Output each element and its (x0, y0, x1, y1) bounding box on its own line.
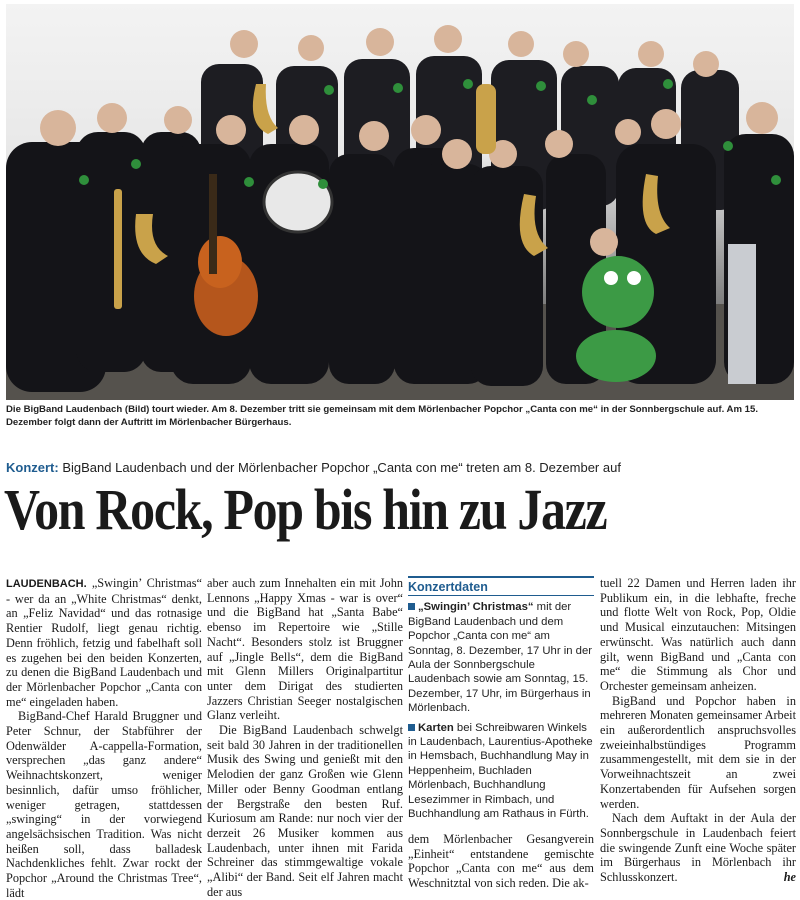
article-paragraph: tuell 22 Damen und Herren laden ihr Publikum ein, in die lebhafte, freche und flotte Welt von Rock, Pop, Oldie und Musical einzutauchen: Mitsingen erwünscht. Was natürlich auch dann gilt, wenn BigBand und „Canta con me“ die Stimmung als Chor und Orchester gemeinsam anheizen. (600, 576, 796, 693)
info-item-label: Karten (418, 721, 454, 734)
kicker-label: Konzert: (6, 460, 59, 475)
info-item-text: mit der BigBand Laudenbach und dem Popchor „Canta con me“ am Sonntag, 8. Dezember, 17 Uhr in der Aula der Sonnbergschule Laudenbach sowie am Sonntag, 15. Dezember, 17 Uhr, im Bürgerhaus in Mörlenbach. (408, 601, 592, 715)
info-box-title: Konzertdaten (408, 576, 594, 596)
concert-info-box (408, 576, 594, 827)
kicker-line (6, 460, 794, 475)
article-column-3 (408, 832, 594, 891)
headline: Von Rock, Pop bis hin zu Jazz (4, 477, 607, 542)
info-item-dates (408, 600, 594, 715)
article-column-1 (6, 576, 202, 900)
square-bullet-icon (408, 603, 415, 610)
info-item-text: bei Schreibwaren Winkels in Laudenbach, Laurentius-Apotheke in Hemsbach, Buchhandlung May in Heppenheim, Buchladen Mörlenbach, Buchhandlung Lesezimmer in Rimbach, und Buchhandlung am Rathaus in Fürth. (408, 721, 593, 821)
article-column-2 (207, 576, 403, 899)
article-paragraph: Die BigBand Laudenbach schwelgt seit bald 30 Jahren in der traditionellen Musik des Swing und genießt mit den Melodien der ganz Großen wie Glenn Miller oder Benny Goodman entlang der Bergstraße den besten Ruf. Kuriosum am Rande: nur noch vier der derzeit 26 Musiker kommen aus Laudenbach, unter ihnen mit Farida Schreiner das stimmgewaltige vokale „Alibi“ der Band. Seit elf Jahren macht der aus (207, 723, 403, 899)
article-paragraph (6, 576, 202, 709)
article-paragraph: aber auch zum Innehalten ein mit John Lennons „Happy Xmas - war is over“ und die BigBand hat „Santa Babe“ ebenso im Repertoire wie „Stille Nacht“. Besonders stolz ist Bruggner auf „Jingle Bells“, dem die BigBand mit Glenn Millers Originalpartitur unter dem Dirigat des studierten Jazzers Christian Seeger nostalgischen Glanz verleiht. (207, 576, 403, 723)
article-paragraph: BigBand und Popchor haben in mehreren Monaten gemeinsamer Arbeit ein außerordentlich anspruchsvolles zweieinhalbstündiges Programm zusammengestellt, mit dem sie in der Vorweihnachtszeit an zwei Konzertabenden für Aufsehen sorgen werden. (600, 693, 796, 811)
article-text: Nach dem Auftakt in der Aula der Sonnbergschule in Laudenbach feiert die swingende Zunft eine Woche später im Bürgerhaus in Mörlenbach ihr Schlusskonzert. (600, 811, 796, 885)
author-signature: he (783, 870, 796, 885)
square-bullet-icon (408, 724, 415, 731)
info-item-label: „Swingin’ Christmas“ (418, 601, 534, 614)
band-photo-illustration (6, 4, 794, 400)
article-paragraph: dem Mörlenbacher Gesangverein „Einheit“ entstandene gemischte Popchor „Canta con me“ aus dem Weschnitztal von sich reden. Die ak- (408, 832, 594, 891)
band-photo (6, 4, 794, 400)
article-paragraph: BigBand-Chef Harald Bruggner und Peter Schnur, der Stabführer der Odenwälder A-cappella-Formation, versprechen „das ganz andere“ Weihnachtskonzert, weniger besinnlich, dafür umso fröhlicher, weniger getragen, stattdessen „swinging“ in der vorwiegend angelsächsischen Tradition. Was nicht heißen soll, dass balladesk Nachdenkliches fehlt. Zwar rockt der Popchor „Around the Christmas Tree“, lädt (6, 709, 202, 900)
kicker-text: BigBand Laudenbach und der Mörlenbacher Popchor „Canta con me“ treten am 8. Dezember auf (58, 460, 621, 475)
dateline: LAUDENBACH. (6, 578, 87, 590)
info-item-tickets (408, 721, 594, 822)
article-text: „Swingin’ Christmas“ - wer da an „White Christmas“ denkt, an „Feliz Navidad“ und das rotnasige Rentier Rudolf, liegt genau richtig. Denn fröhlich, fetzig und fabelhaft soll es zugehen bei den beiden Konzerten, zu denen die BigBand Laudenbach und der Mörlenbacher Popchor „Canta con me“ eingeladen haben. (6, 576, 202, 709)
photo-caption: Die BigBand Laudenbach (Bild) tourt wieder. Am 8. Dezember tritt sie gemeinsam mit dem Mörlenbacher Popchor „Canta con me“ in der Sonnbergschule auf. Am 15. Dezember folgt dann der Auftritt im Mörlenbacher Bürgerhaus. (6, 404, 759, 428)
article-paragraph (600, 811, 796, 885)
article-column-4 (600, 576, 796, 888)
